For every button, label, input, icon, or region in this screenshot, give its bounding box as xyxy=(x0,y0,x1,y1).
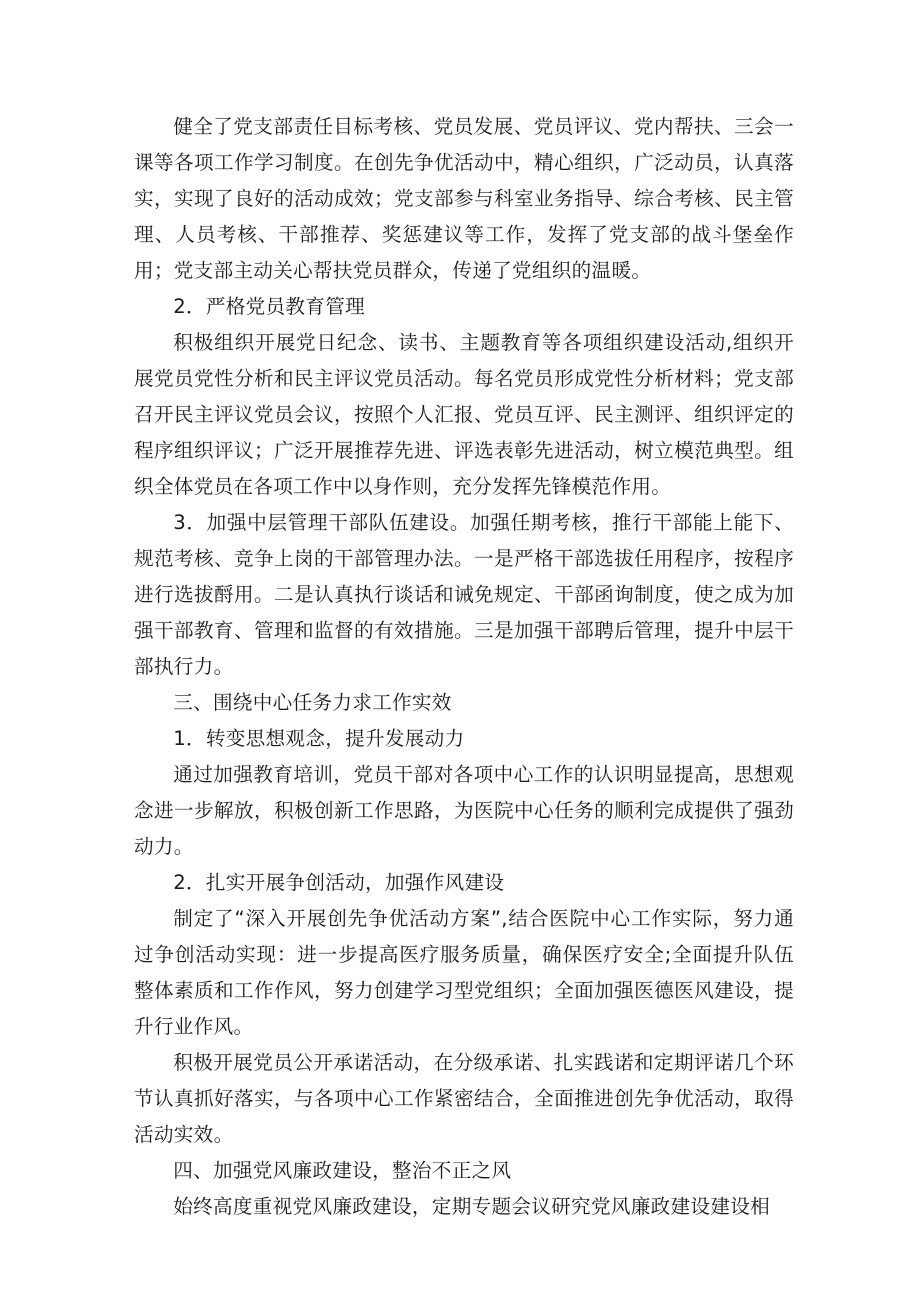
paragraph-cadre-team: 3．加强中层管理干部队伍建设。加强任期考核，推行干部能上能下、规范考核、竞争上岗的干部管理办法。一是严格干部选拔任用程序，按程序进行选拔酹用。二是认真执行谈话和诫免规定、干部函询制度，使之成为加强干部教育、管理和监督的有效措施。三是加强干部聘后管理，提升中层干部执行力。 xyxy=(134,511,794,678)
heading-work-style: 2．扎实开展争创活动，加强作风建设 xyxy=(173,871,505,894)
heading-section-four: 四、加强党风廉政建设，整治不正之风 xyxy=(173,1159,512,1182)
paragraph-change-thinking: 通过加强教育培训，党员干部对各项中心工作的认识明显提高，思想观念进一步解放，积极创新工作思路，为医院中心任务的顺利完成提供了强劲动力。 xyxy=(134,763,794,858)
paragraph-responsibility-system: 健全了党支部责任目标考核、党员发展、党员评议、党内帮扶、三会一课等各项工作学习制度。在创先争优活动中，精心组织，广泛动员，认真落实，实现了良好的活动成效；党支部参与科室业务指导、综合考核、民主管理、人员考核、干部推荐、奖惩建议等工作，发挥了党支部的战斗堡垒作用；党支部主动关心帮扶党员群众，传递了党组织的温暖。 xyxy=(134,115,794,282)
paragraph-integrity: 始终高度重视党风廉政建设，定期专题会议研究党风廉政建设建设相 xyxy=(173,1195,770,1218)
paragraph-member-education: 积极组织开展党日纪念、读书、主题教育等各项组织建设活动,组织开展党员党性分析和民主评议党员活动。每名党员形成党性分析材料；党支部召开民主评议党员会议，按照个人汇报、党员互评、民主测评、组织评定的程序组织评议；广泛开展推荐先进、评选表彰先进活动，树立模范典型。组织全体党员在各项工作中以身作则，充分发挥先锋模范作用。 xyxy=(134,331,794,498)
heading-section-three: 三、围绕中心任务力求工作实效 xyxy=(173,691,452,714)
paragraph-work-style-plan: 制定了“深入开展创先争优活动方案”,结合医院中心工作实际，努力通过争创活动实现：进一步提高医疗服务质量，确保医疗安全;全面提升队伍整体素质和工作作风，努力创建学习型党组织；全面加强医德医风建设，提升行业作风。 xyxy=(134,907,794,1038)
paragraph-public-commitment: 积极开展党员公开承诺活动，在分级承诺、扎实践诺和定期评诺几个环节认真抓好落实，与各项中心工作紧密结合，全面推进创先争优活动，取得活动实效。 xyxy=(134,1051,794,1146)
heading-member-education: 2．严格党员教育管理 xyxy=(173,295,365,318)
document-body xyxy=(134,109,794,1225)
heading-change-thinking: 1．转变思想观念，提升发展动力 xyxy=(173,727,465,750)
